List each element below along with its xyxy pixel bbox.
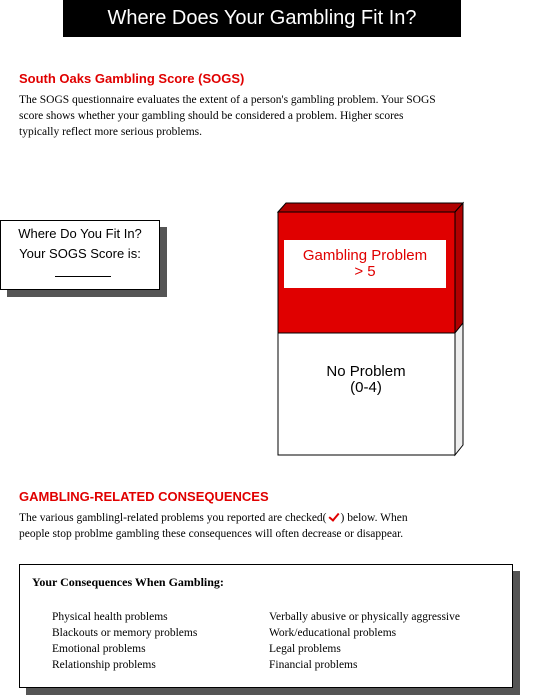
gambling-problem-label bbox=[284, 240, 446, 288]
no-problem-range: (0-4) bbox=[350, 379, 382, 396]
gambling-problem-range: > 5 bbox=[354, 263, 376, 280]
consequences-line1-start: The various gamblingl-related problems you reported are checked( bbox=[19, 512, 327, 524]
consequence-item[interactable]: Financial problems bbox=[269, 659, 358, 671]
no-problem-label bbox=[278, 364, 454, 396]
consequence-item[interactable]: Emotional problems bbox=[52, 643, 146, 655]
page-title: Where Does Your Gambling Fit In? bbox=[63, 0, 461, 37]
sogs-description-line: The SOGS questionnaire evaluates the extent of a person's gambling problem. Your SOGS bbox=[19, 94, 436, 106]
column-side-red bbox=[455, 203, 463, 333]
sogs-description bbox=[19, 92, 436, 140]
consequence-item[interactable]: Verbally abusive or physically aggressive bbox=[269, 611, 460, 623]
consequence-item[interactable]: Work/educational problems bbox=[269, 627, 397, 639]
column-side-white bbox=[455, 323, 463, 455]
consequences-left-list bbox=[52, 609, 197, 673]
consequences-description-line: people stop problme gambling these consequences will often decrease or disappear. bbox=[19, 528, 404, 540]
consequences-box bbox=[19, 564, 513, 688]
consequences-line1-end: ) below. When bbox=[340, 512, 408, 524]
no-problem-text: No Problem bbox=[326, 363, 406, 380]
sogs-scale-column bbox=[270, 200, 470, 460]
sogs-heading: South Oaks Gambling Score (SOGS) bbox=[19, 71, 245, 86]
consequence-item[interactable]: Relationship problems bbox=[52, 659, 156, 671]
sogs-description-line: typically reflect more serious problems. bbox=[19, 126, 202, 138]
consequences-box-title: Your Consequences When Gambling: bbox=[32, 575, 224, 589]
score-box-question: Where Do You Fit In? bbox=[18, 226, 142, 241]
consequences-heading: GAMBLING-RELATED CONSEQUENCES bbox=[19, 489, 269, 504]
column-top-face bbox=[278, 203, 463, 212]
consequences-description bbox=[19, 510, 408, 542]
consequence-item[interactable]: Legal problems bbox=[269, 643, 341, 655]
consequence-item[interactable]: Physical health problems bbox=[52, 611, 168, 623]
gambling-problem-text: Gambling Problem bbox=[302, 247, 428, 264]
score-box-label: Your SOGS Score is: bbox=[19, 246, 141, 261]
consequences-right-list bbox=[269, 609, 460, 673]
sogs-description-line: score shows whether your gambling should be considered a problem. Higher scores bbox=[19, 110, 404, 122]
checkmark-icon bbox=[327, 512, 341, 522]
consequences-description-line bbox=[19, 510, 408, 526]
consequence-item[interactable]: Blackouts or memory problems bbox=[52, 627, 198, 639]
score-box bbox=[0, 220, 160, 290]
score-blank-line[interactable] bbox=[55, 276, 111, 277]
